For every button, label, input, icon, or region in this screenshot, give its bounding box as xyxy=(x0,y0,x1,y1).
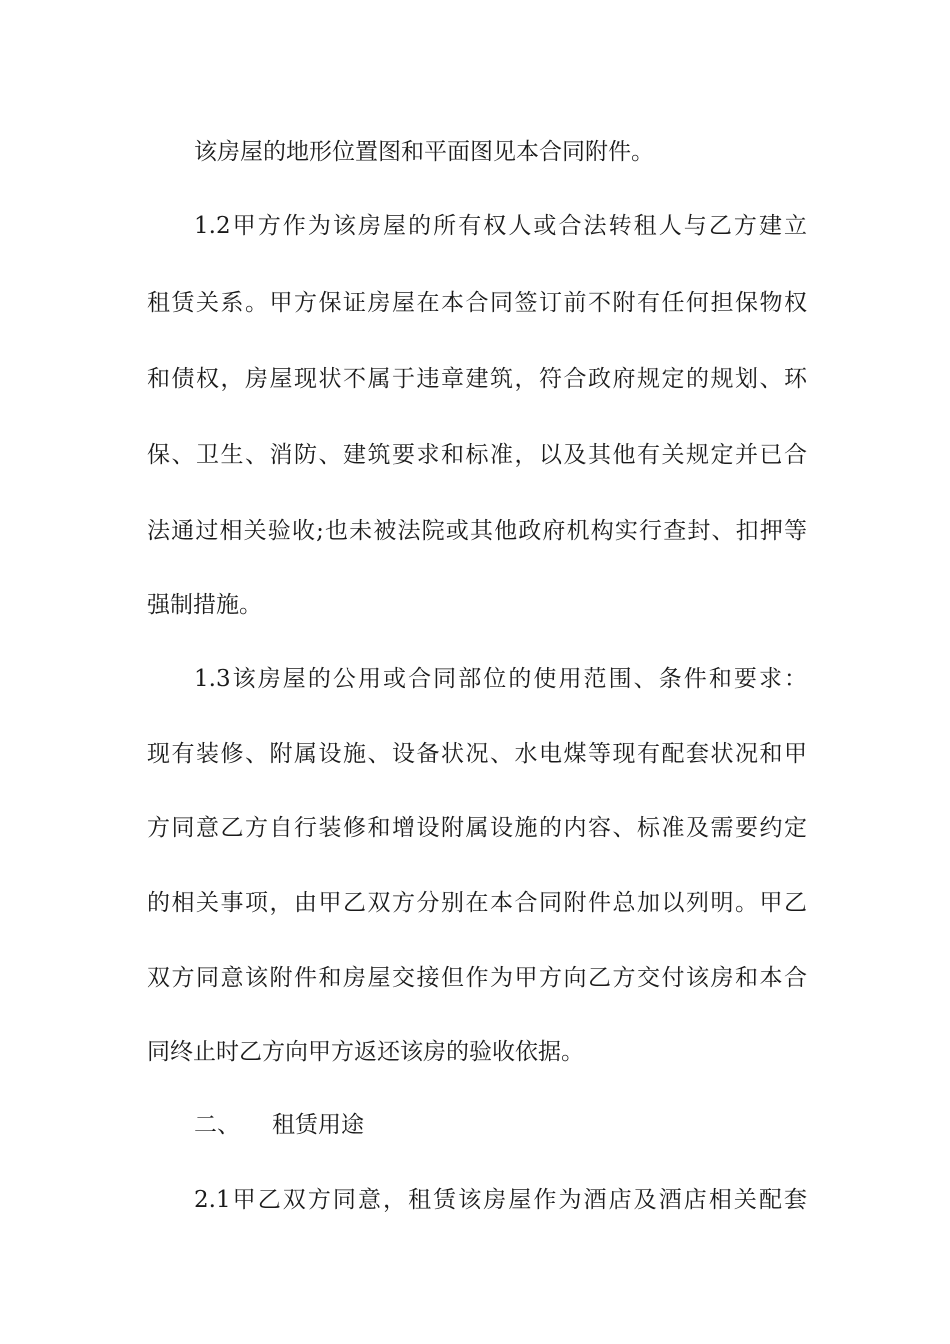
paragraph-line: 同终止时乙方向甲方返还该房的验收依据。 xyxy=(147,1039,584,1065)
paragraph-line: 法通过相关验收;也未被法院或其他政府机构实行查封、扣押等 xyxy=(147,518,807,544)
paragraph-line: 保、卫生、消防、建筑要求和标准，以及其他有关规定并已合 xyxy=(147,442,807,468)
paragraph-line: 强制措施。 xyxy=(147,592,262,618)
clause-1-3-line: 1.3该房屋的公用或合同部位的使用范围、条件和要求： xyxy=(194,666,807,692)
paragraph-line: 双方同意该附件和房屋交接但作为甲方向乙方交付该房和本合 xyxy=(147,965,807,991)
paragraph-line: 的相关事项，由甲乙双方分别在本合同附件总加以列明。甲乙 xyxy=(147,890,807,916)
section-title: 租赁用途 xyxy=(272,1112,364,1138)
clause-2-1-line: 2.1甲乙双方同意，租赁该房屋作为酒店及酒店相关配套 xyxy=(194,1187,807,1213)
paragraph-line: 该房屋的地形位置图和平面图见本合同附件。 xyxy=(194,139,654,165)
section-heading xyxy=(194,1105,807,1145)
clause-1-2-line: 1.2甲方作为该房屋的所有权人或合法转租人与乙方建立 xyxy=(194,213,807,239)
paragraph-line: 租赁关系。甲方保证房屋在本合同签订前不附有任何担保物权 xyxy=(147,290,807,316)
paragraph-line: 方同意乙方自行装修和增设附属设施的内容、标准及需要约定 xyxy=(147,815,807,841)
paragraph-line: 现有装修、附属设施、设备状况、水电煤等现有配套状况和甲 xyxy=(147,741,807,767)
section-number: 二、 xyxy=(194,1112,240,1138)
paragraph-line: 和债权，房屋现状不属于违章建筑，符合政府规定的规划、环 xyxy=(147,366,807,392)
